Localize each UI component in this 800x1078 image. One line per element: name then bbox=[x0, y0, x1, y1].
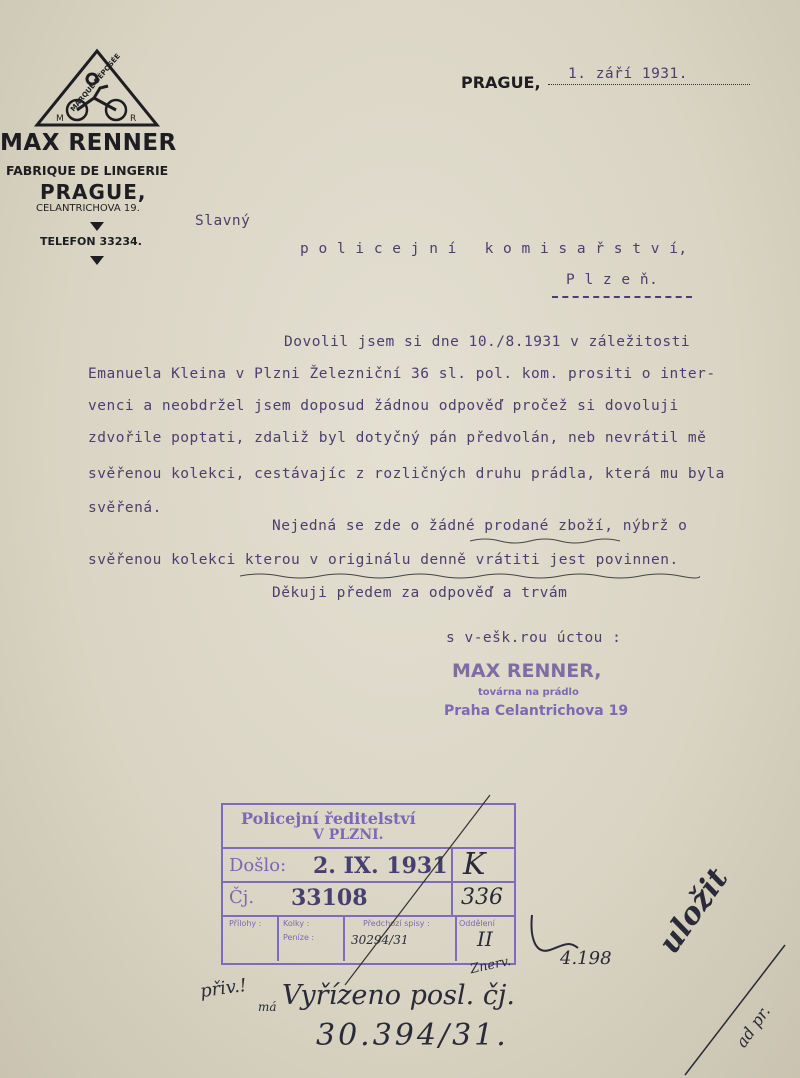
logo-letter-r: R bbox=[130, 114, 137, 124]
hand-diagonal-1: uložit bbox=[652, 861, 736, 961]
hand-scribble bbox=[520, 910, 580, 970]
date-city: PRAGUE, bbox=[461, 73, 541, 92]
closing: s v-ešk.rou úctou : bbox=[446, 630, 622, 646]
body-line-5: svěřenou kolekci, cestávajíc z rozličných druhu prádla, která mu byla bbox=[88, 466, 725, 482]
ornament-icon bbox=[90, 222, 104, 231]
company-name: MAX RENNER bbox=[0, 130, 177, 156]
date-value: 1. září 1931. bbox=[568, 66, 688, 82]
hand-note-left2: má bbox=[258, 1000, 277, 1014]
company-address: CELANTRICHOVA 19. bbox=[36, 203, 140, 214]
date-line bbox=[548, 84, 750, 85]
kolky-label: Kolky : bbox=[283, 919, 310, 928]
body-line-1: Dovolil jsem si dne 10./8.1931 v záležitosti bbox=[284, 334, 691, 350]
oddeleni-label: Oddělení bbox=[459, 919, 495, 928]
underline-mark bbox=[470, 536, 620, 546]
signature-stamp-name: MAX RENNER, bbox=[452, 660, 602, 682]
logo-text: MARQUE DÉPOSÉE bbox=[68, 52, 122, 114]
doslo-value: 2. IX. 1931 bbox=[313, 853, 448, 879]
handwritten-number: 336 bbox=[461, 885, 503, 910]
salutation: Slavný bbox=[195, 213, 251, 229]
body-line-6: svěřená. bbox=[88, 500, 162, 516]
underline-mark bbox=[240, 570, 700, 582]
hand-note-mid: Znerv. bbox=[468, 953, 513, 978]
police-stamp-header-city: V PLZNI. bbox=[313, 827, 384, 843]
body-line-3: venci a neobdržel jsem doposud žádnou odpověď pročež si dovoluji bbox=[88, 398, 679, 414]
predchozi-value: 30294/31 bbox=[351, 933, 409, 947]
predchozi-label: Předchozí spisy : bbox=[363, 919, 430, 928]
signature-stamp-line2: továrna na prádlo bbox=[478, 687, 579, 698]
body-line-4: zdvořile poptati, zdaliž byl dotyčný pán předvolán, neb nevrátil mě bbox=[88, 430, 707, 446]
body-line-7: Nejedná se zde o žádné prodané zboží, nýbrž o bbox=[272, 518, 688, 534]
hand-note-right: 4.198 bbox=[560, 948, 612, 969]
penize-label: Peníze : bbox=[283, 933, 315, 942]
company-city: PRAGUE, bbox=[40, 180, 147, 204]
recipient-city: P l z e ň. bbox=[566, 272, 659, 288]
hand-stroke bbox=[680, 940, 790, 1078]
prilohy-label: Přílohy : bbox=[229, 919, 262, 928]
company-phone: TELEFON 33234. bbox=[40, 235, 142, 248]
hand-note-left: přiv.! bbox=[198, 974, 249, 1003]
recipient-underline bbox=[552, 296, 692, 298]
recipient-name: p o l i c e j n í k o m i s a ř s t v í, bbox=[300, 241, 688, 257]
hand-diagonal-2: ad pr. bbox=[732, 1002, 775, 1051]
oddeleni-value: II bbox=[477, 927, 493, 951]
signature-stamp-line3: Praha Celantrichova 19 bbox=[444, 703, 629, 719]
handwritten-k: K bbox=[463, 847, 486, 882]
ornament-icon bbox=[90, 256, 104, 265]
cj-value: 33108 bbox=[291, 885, 368, 911]
cj-label: Čj. bbox=[229, 887, 255, 908]
hand-main-line1: Vyřízeno posl. čj. bbox=[282, 980, 515, 1011]
body-line-9: Děkuji předem za odpověď a trvám bbox=[272, 585, 568, 601]
body-line-8: svěřenou kolekci kterou v originálu denně vrátiti jest povinnen. bbox=[88, 552, 679, 568]
logo-letter-m: M bbox=[56, 114, 64, 124]
company-subtitle: FABRIQUE DE LINGERIE bbox=[6, 163, 169, 178]
doslo-label: Došlo: bbox=[229, 855, 287, 876]
body-line-2: Emanuela Kleina v Plzni Železniční 36 sl. pol. kom. prositi o inter- bbox=[88, 366, 716, 382]
bicycle-logo-icon bbox=[34, 48, 160, 128]
hand-main-line2: 30.394/31. bbox=[316, 1018, 509, 1053]
police-stamp-header: Policejní ředitelství bbox=[241, 809, 416, 828]
